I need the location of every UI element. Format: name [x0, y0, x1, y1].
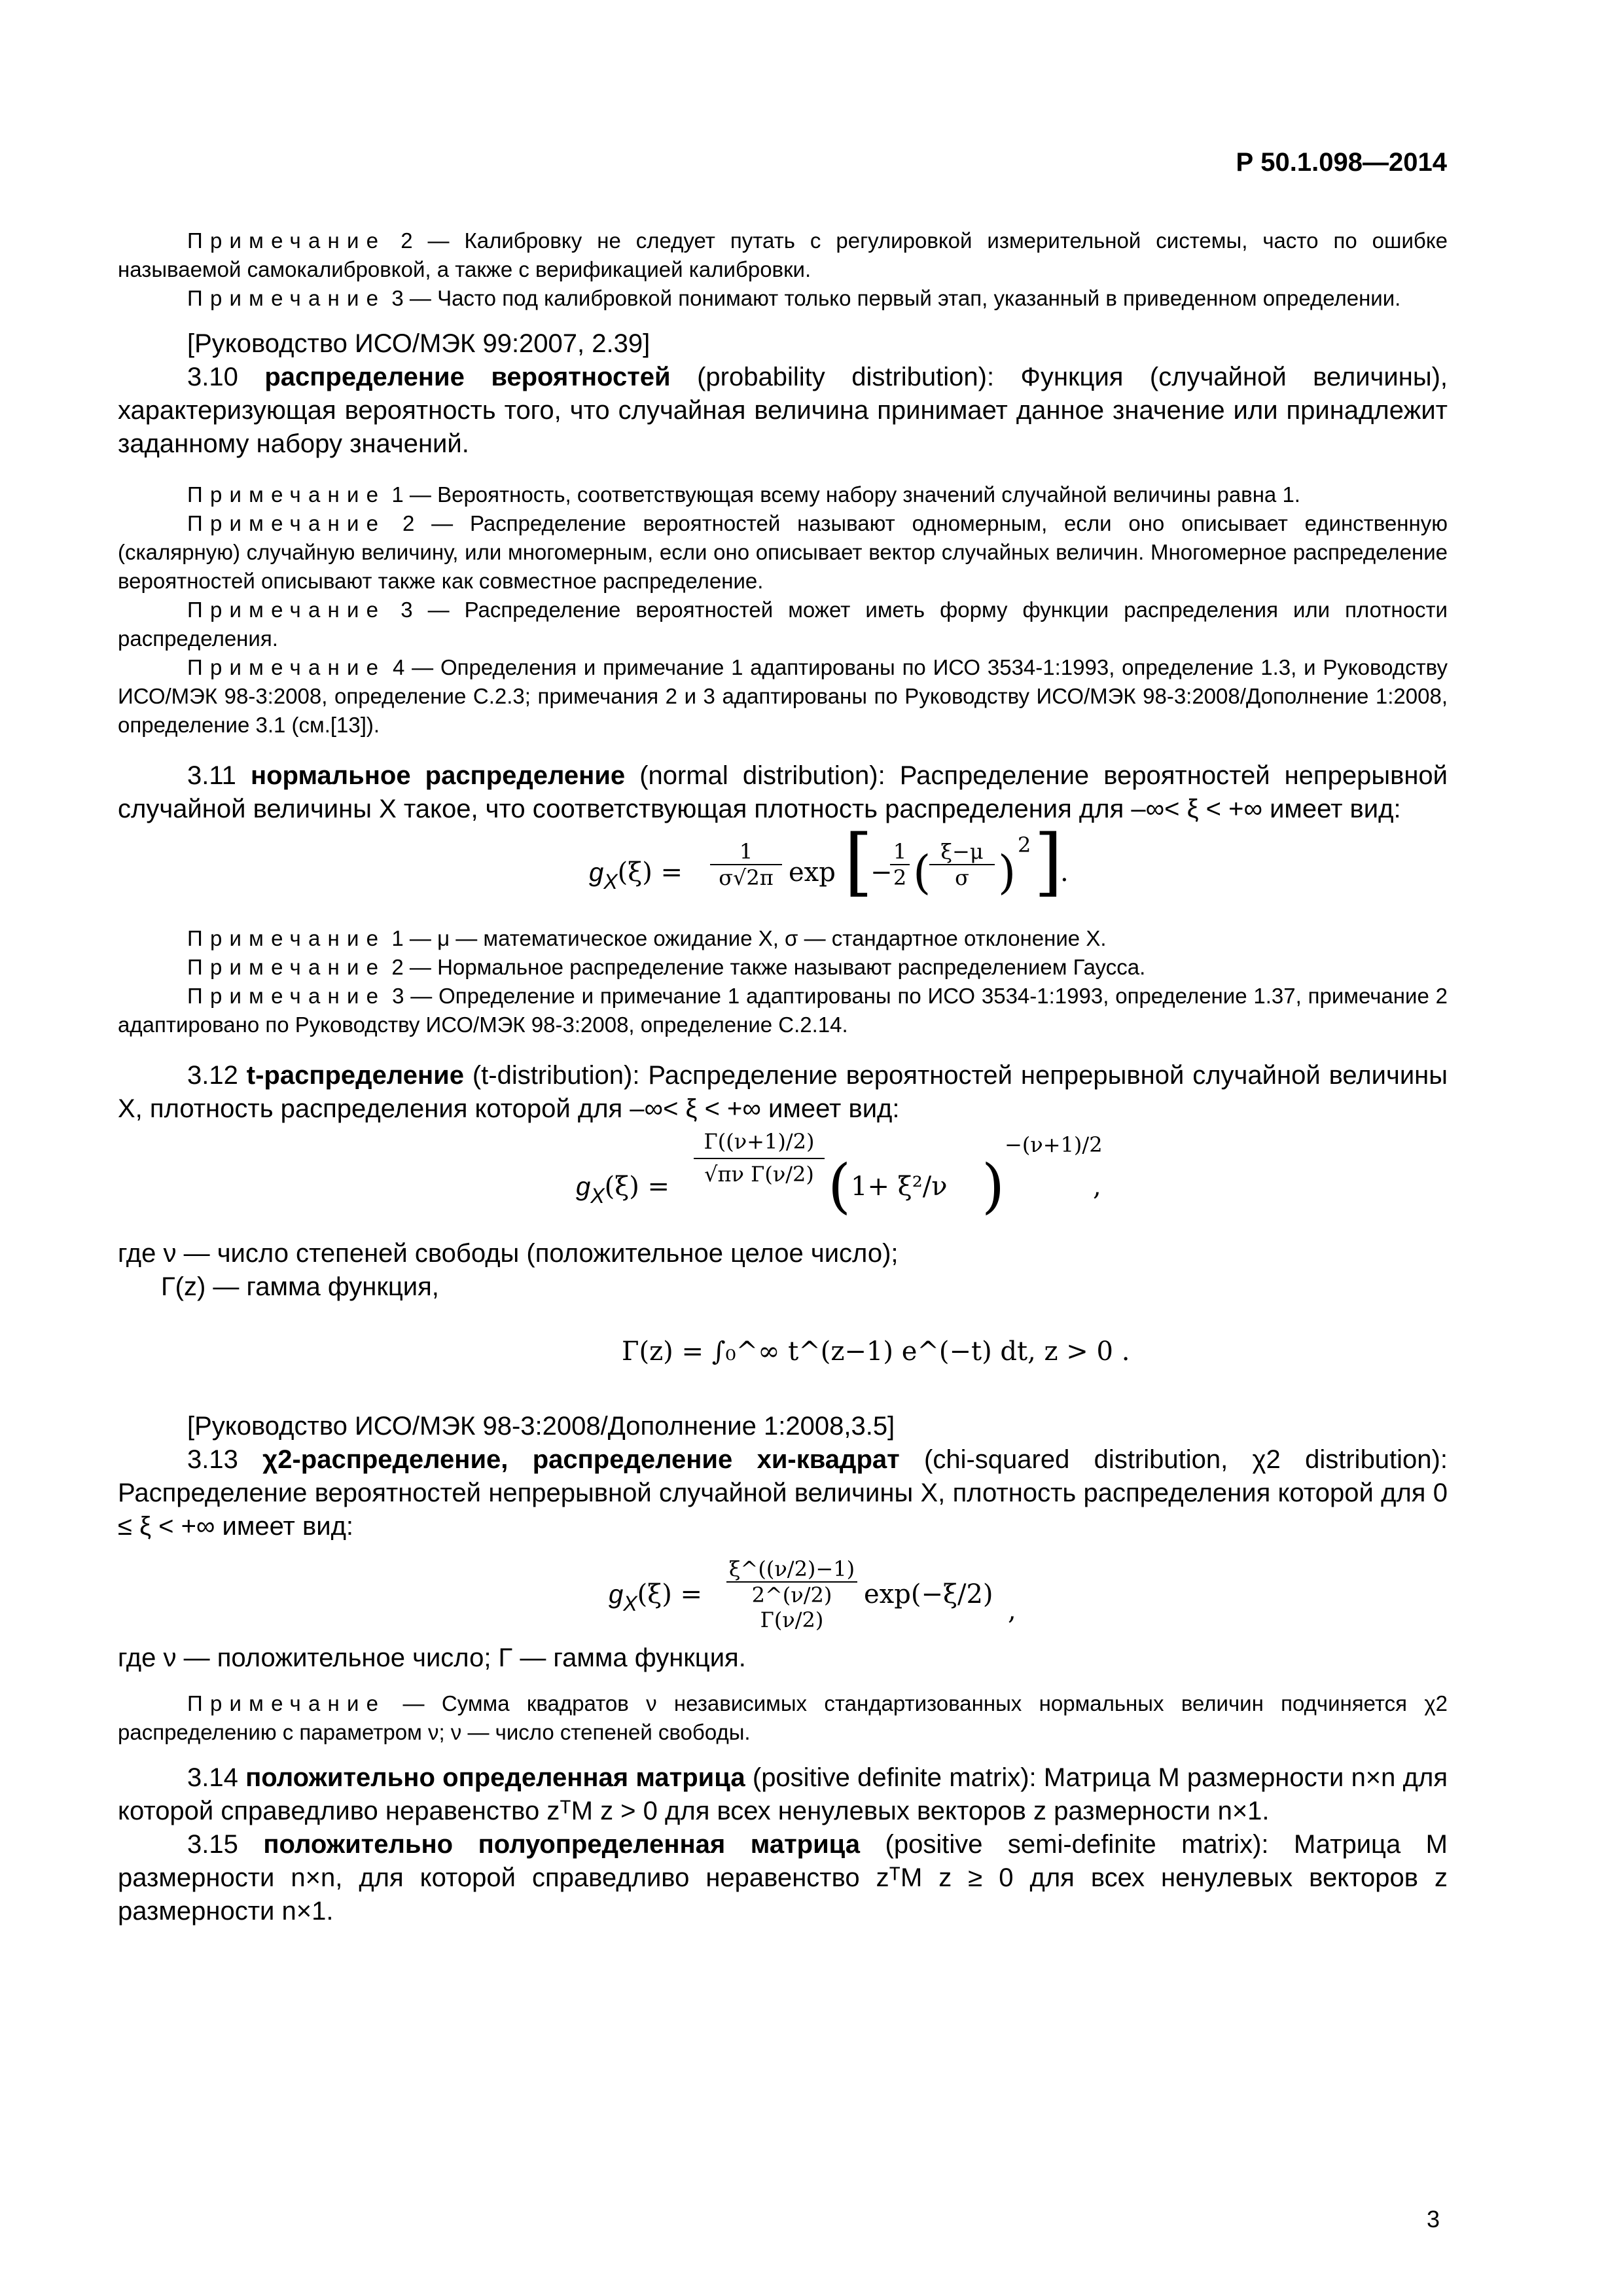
chi-where: где ν — положительное число; Г — гамма функция.	[118, 1643, 746, 1672]
note-3-10-3: Примечание 3 — Распределение вероятностей может иметь форму функции распределения или плотности распределения.	[118, 598, 1448, 651]
formula-chi-squared-density: $g_X(\xi)$ = ξ^((ν/2)−1) 2^(ν/2) Г(ν/2) exp(−ξ/2) ,	[609, 1556, 1016, 1632]
formula-t-density: $g_X(\xi)$ = Г((ν+1)/2) √πν Г(ν/2) ( 1+ ξ²/ν ) −(ν+1)/2 ,	[576, 1129, 1103, 1221]
document-body	[118, 226, 1448, 1928]
note-3-10-1: Примечание 1 — Вероятность, соответствующая всему набору значений случайной величины равна 1.	[187, 482, 1300, 507]
page-number: 3	[1427, 2206, 1440, 2233]
definition-3-15: 3.15 положительно полуопределенная матрица (positive semi-definite matrix): Матрица M размерности n×n, для которой справедливо неравенство zᵀM z ≥ 0 для всех ненулевых векторов z размерности n×1.	[118, 1830, 1448, 1926]
t-where-gamma: Г(z) — гамма функция,	[161, 1272, 439, 1301]
note-3-11-2: Примечание 2 — Нормальное распределение также называют распределением Гаусса.	[187, 955, 1146, 979]
document-code: Р 50.1.098—2014	[1236, 148, 1447, 177]
definition-3-12: 3.12 t-распределение (t-distribution): Распределение вероятностей непрерывной случайной величины X, плотность распределения которой для –∞< ξ < +∞ имеет вид:	[118, 1061, 1448, 1123]
reference-99-2007: [Руководство ИСО/МЭК 99:2007, 2.39]	[187, 329, 651, 358]
note-3-11-3: Примечание 3 — Определение и примечание 1 адаптированы по ИСО 3534-1:1993, определение 1.37, примечание 2 адаптировано по Руководству ИСО/МЭК 98-3:2008, определение С.2.14.	[118, 984, 1448, 1037]
t-where-nu: где ν — число степеней свободы (положительное целое число);	[118, 1239, 899, 1268]
note-calibration-2: Примечание 2 — Калибровку не следует путать с регулировкой измерительной системы, часто по ошибке называемой самокалибровкой, а также с верификацией калибровки.	[118, 228, 1448, 281]
formula-normal-density: $g_X(\xi)$ = $\frac{1}{\sigma√2\pi}$ exp [ − $\frac{1}{2}$ ( $\frac{\xi-\mu}{\sigma}$ ) 2 ] .	[589, 819, 1069, 905]
formula-gamma-function: Г(z) = ∫₀^∞ t^(z−1) e^(−t) dt, z > 0 .	[622, 1336, 1130, 1367]
note-3-13: Примечание — Сумма квадратов ν независимых стандартизованных нормальных величин подчиняется χ2 распределению с параметром ν; ν — число степеней свободы.	[118, 1691, 1448, 1744]
reference-98-3-2008: [Руководство ИСО/МЭК 98-3:2008/Дополнение 1:2008,3.5]	[187, 1412, 895, 1441]
note-calibration-3: Примечание 3 — Часто под калибровкой понимают только первый этап, указанный в приведенном определении.	[187, 286, 1401, 310]
note-3-10-4: Примечание 4 — Определения и примечание 1 адаптированы по ИСО 3534-1:1993, определение 1.3, и Руководству ИСО/МЭК 98-3:2008, определение С.2.3; примечания 2 и 3 адаптированы по Руководству ИСО/МЭК 98-3:2008/Дополнение 1:2008, определение 3.1 (см.[13]).	[118, 655, 1448, 737]
definition-3-11: 3.11 нормальное распределение (normal distribution): Распределение вероятностей непрерывной случайной величины X такое, что соответствующая плотность распределения для –∞< ξ < +∞ имеет вид:	[118, 761, 1448, 823]
definition-3-10: 3.10 распределение вероятностей (probability distribution): Функция (случайной величины), характеризующая вероятность того, что случайная величина принимает данное значение или принадлежит заданному набору значений.	[118, 363, 1448, 458]
definition-3-14: 3.14 положительно определенная матрица (positive definite matrix): Матрица M размерности n×n для которой справедливо неравенство zᵀM z > 0 для всех ненулевых векторов z размерности n×1.	[118, 1763, 1448, 1825]
definition-3-13: 3.13 χ2-распределение, распределение хи-квадрат (chi-squared distribution, χ2 distribution): Распределение вероятностей непрерывной случайной величины X, плотность распределения которой для 0 ≤ ξ < +∞ имеет вид:	[118, 1445, 1448, 1541]
note-3-11-1: Примечание 1 — μ — математическое ожидание X, σ — стандартное отклонение X.	[187, 926, 1107, 950]
note-3-10-2: Примечание 2 — Распределение вероятностей называют одномерным, если оно описывает единственную (скалярную) случайную величину, или многомерным, если оно описывает вектор случайных величин. Многомерное распределение вероятностей описывают также как совместное распределение.	[118, 511, 1448, 593]
